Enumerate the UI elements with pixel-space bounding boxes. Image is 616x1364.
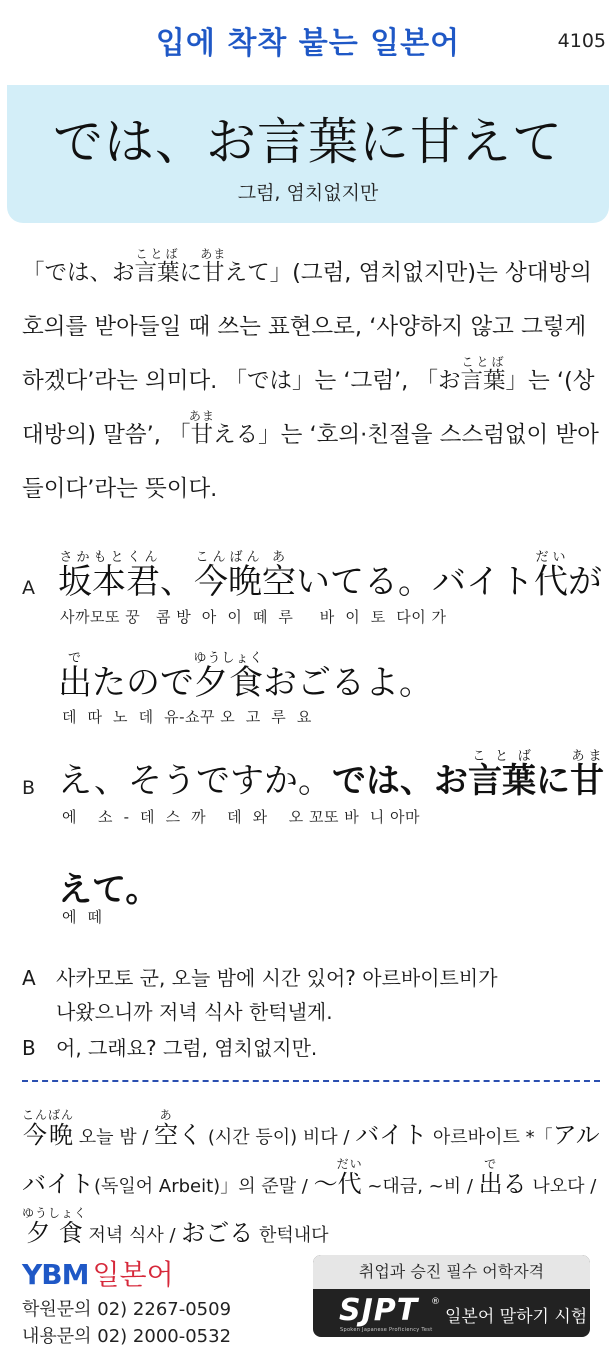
dialog-a-line1-reading: 사까모또 꿍 콤 방 아 이 떼 루 바 이 토 다이 가 bbox=[60, 608, 447, 626]
contact-content: 내용문의 02) 2000-0532 bbox=[22, 1326, 232, 1347]
dialog-a-line2: 出でたので夕食ゆうしょくおごるよ。 bbox=[58, 651, 434, 703]
dialog-a-line1: 坂本君さかもとくん、今晩こんばん空あいてる。バイト代だいが bbox=[58, 550, 602, 602]
contact-academy: 학원문의 02) 2267-0509 bbox=[22, 1299, 232, 1320]
subtitle: 그럼, 염치없지만 bbox=[237, 182, 379, 204]
ruby-ama: 甘あま bbox=[188, 409, 215, 448]
speaker-a-label: A bbox=[22, 577, 35, 599]
dialog-b-line1-reading: 에 소 - 데 스 까 데 와 오 꼬또 바 니 아마 bbox=[62, 808, 421, 826]
speaker-b-label: B bbox=[22, 777, 36, 799]
sjpt-banner bbox=[313, 1255, 590, 1337]
series-title: 입에 착착 붙는 일본어 bbox=[155, 26, 461, 61]
translation-b-line: B 어, 그래요? 그럼, 염치없지만. bbox=[22, 1036, 318, 1060]
issue-number: 4105 bbox=[557, 30, 606, 52]
dialog-b-line2-reading: 에 떼 bbox=[62, 908, 103, 926]
sjpt-tagline: Spoken Japanese Proficiency Test bbox=[340, 1327, 433, 1333]
translation-a-line2: 나왔으니까 저녁 식사 한턱낼게. bbox=[56, 1000, 333, 1024]
registered-mark: ® bbox=[431, 1297, 440, 1307]
dialog-a-line2-reading: 데 따 노 데 유-쇼꾸 오 고 루 요 bbox=[62, 708, 312, 726]
ruby-ama: 甘あま bbox=[200, 247, 227, 286]
translation-a-line1: A 사카모토 군, 오늘 밤에 시간 있어? 아르바이트비가 bbox=[22, 966, 498, 990]
ybm-logo: YBM 일본어 bbox=[22, 1258, 174, 1291]
main-title: では、お言葉に甘えて bbox=[53, 113, 563, 171]
explanation-paragraph: 「では、お言葉ことばに甘あまえて」(그럼, 염치없지만)는 상대방의 호의를 받아들일 때 쓰는 표현으로, ‘사양하지 않고 그렇게 하겠다’라는 의미다. 「では」는 ‘그럼’, 「お言葉ことば」는 ‘(상대방의) 말씀’, 「甘あまえる」는 ‘호의·친절을 스스럼없이 받아들이다’라는 뜻이다. bbox=[22, 247, 599, 502]
sjpt-logo: SJPT bbox=[339, 1293, 419, 1328]
sjpt-headline: 취업과 승진 필수 어학자격 bbox=[313, 1255, 590, 1289]
title-panel bbox=[7, 85, 609, 223]
ruby-kotoba: 言葉ことば bbox=[134, 247, 180, 286]
sjpt-description: 일본어 말하기 시험 bbox=[445, 1307, 588, 1327]
dashed-divider bbox=[22, 1080, 600, 1082]
vocabulary-list: 今晩こんばん 오늘 밤 / 空あく (시간 등이) 비다 / バイト 아르바이트 *「アルバイト(독일어 Arbeit)」의 준말 / 〜代だい ~대금, ~비 / 出でる 나오다 / 夕食ゆうしょく 저녁 식사 / おごる 한턱내다 bbox=[22, 1108, 600, 1247]
dialog-b-line2: えて。 bbox=[58, 870, 160, 910]
ruby-kotoba: 言葉ことば bbox=[460, 355, 506, 394]
dialog-b-line1: え、そうですか。では、お言葉ことばに甘あま bbox=[58, 749, 605, 801]
